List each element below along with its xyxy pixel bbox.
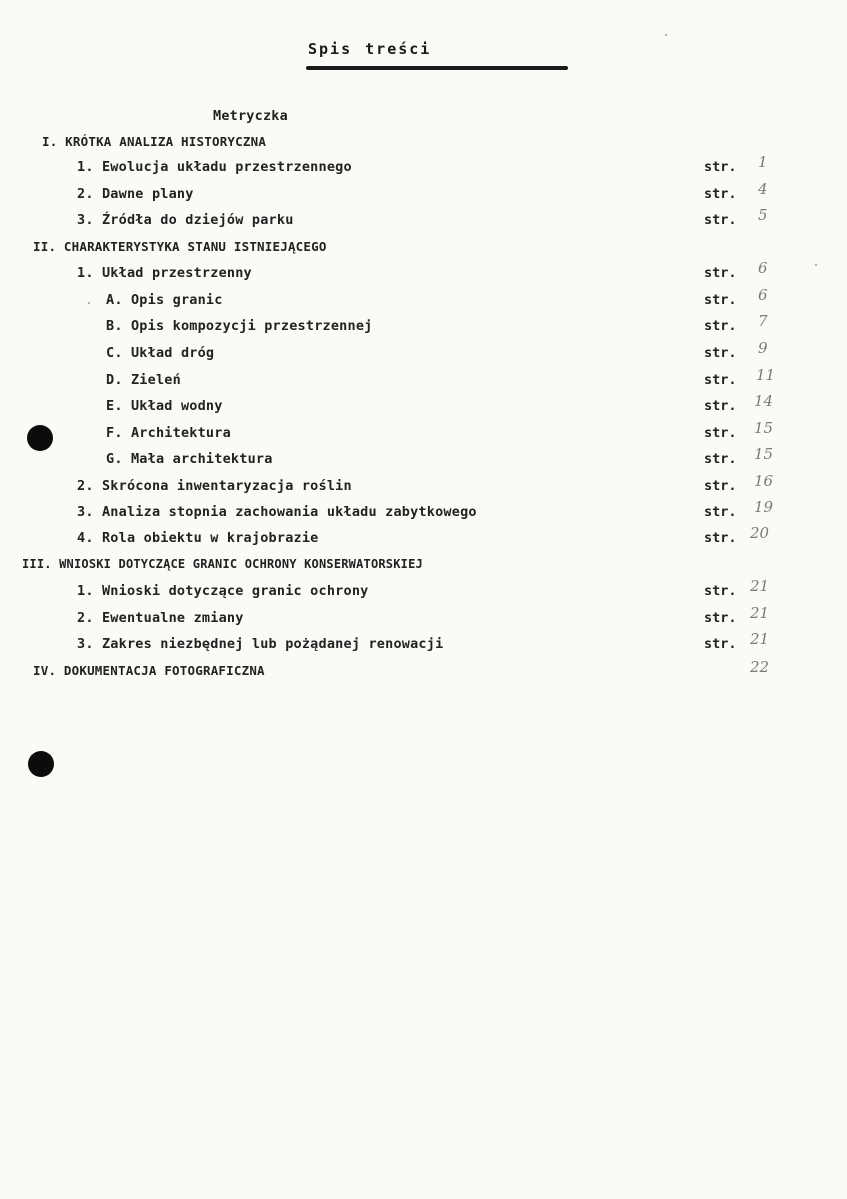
toc-entry: 1. Układ przestrzenny (77, 265, 252, 281)
toc-subentry: G. Mała architektura (106, 451, 273, 467)
toc-str-label: str. (704, 425, 737, 441)
paper-speck (665, 34, 667, 36)
toc-page-number: 1 (758, 153, 768, 171)
punch-hole (27, 425, 53, 451)
toc-str-label: str. (704, 478, 737, 494)
toc-page-number: 16 (754, 472, 774, 490)
toc-str-label: str. (704, 265, 737, 281)
toc-section-2: II. CHARAKTERYSTYKA STANU ISTNIEJĄCEGO (33, 239, 327, 254)
toc-entry: 1. Ewolucja układu przestrzennego (77, 159, 352, 175)
toc-page-number: 21 (750, 604, 770, 622)
toc-str-label: str. (704, 451, 737, 467)
paper-speck (815, 264, 817, 266)
intro-heading: Metryczka (213, 108, 288, 124)
toc-page-number: 5 (758, 206, 768, 224)
toc-page-number: 21 (750, 577, 770, 595)
toc-subentry: C. Układ dróg (106, 345, 215, 361)
toc-page-number: 15 (754, 419, 774, 437)
toc-entry: 2. Dawne plany (77, 186, 194, 202)
toc-page-number: 9 (758, 339, 768, 357)
toc-str-label: str. (704, 318, 737, 334)
title-underline (306, 66, 568, 70)
toc-entry: 3. Analiza stopnia zachowania układu zabytkowego (77, 504, 477, 520)
page-title: Spis treści (308, 40, 432, 58)
toc-page-number: 20 (750, 524, 770, 542)
toc-entry: 3. Zakres niezbędnej lub pożądanej renowacji (77, 636, 444, 652)
toc-str-label: str. (704, 159, 737, 175)
toc-page-number: 21 (750, 630, 770, 648)
toc-subentry: E. Układ wodny (106, 398, 223, 414)
toc-entry: 3. Źródła do dziejów parku (77, 212, 294, 228)
toc-page-number: 22 (750, 658, 770, 676)
toc-str-label: str. (704, 504, 737, 520)
toc-section-1: I. KRÓTKA ANALIZA HISTORYCZNA (42, 134, 267, 149)
punch-hole (28, 751, 54, 777)
toc-str-label: str. (704, 610, 737, 626)
toc-entry: 2. Ewentualne zmiany (77, 610, 244, 626)
toc-page-number: 15 (754, 445, 774, 463)
toc-section-3: III. WNIOSKI DOTYCZĄCE GRANIC OCHRONY KONSERWATORSKIEJ (22, 557, 423, 571)
toc-str-label: str. (704, 636, 737, 652)
toc-subentry: B. Opis kompozycji przestrzennej (106, 318, 373, 334)
toc-str-label: str. (704, 398, 737, 414)
toc-str-label: str. (704, 292, 737, 308)
toc-page-number: 6 (758, 259, 768, 277)
toc-entry: 1. Wnioski dotyczące granic ochrony (77, 583, 369, 599)
toc-entry: 2. Skrócona inwentaryzacja roślin (77, 478, 352, 494)
toc-subentry: A. Opis granic (106, 292, 223, 308)
toc-page-number: 19 (754, 498, 774, 516)
toc-page-number: 6 (758, 286, 768, 304)
toc-str-label: str. (704, 583, 737, 599)
toc-str-label: str. (704, 212, 737, 228)
toc-entry: 4. Rola obiektu w krajobrazie (77, 530, 319, 546)
toc-str-label: str. (704, 186, 737, 202)
toc-str-label: str. (704, 530, 737, 546)
toc-str-label: str. (704, 372, 737, 388)
toc-page-number: 11 (756, 366, 776, 384)
toc-page-number: 4 (758, 180, 768, 198)
toc-subentry: F. Architektura (106, 425, 231, 441)
toc-section-4: IV. DOKUMENTACJA FOTOGRAFICZNA (33, 663, 265, 678)
toc-str-label: str. (704, 345, 737, 361)
toc-page-number: 7 (758, 312, 768, 330)
toc-subentry: D. Zieleń (106, 372, 181, 388)
paper-speck (88, 302, 90, 304)
toc-page-number: 14 (754, 392, 774, 410)
